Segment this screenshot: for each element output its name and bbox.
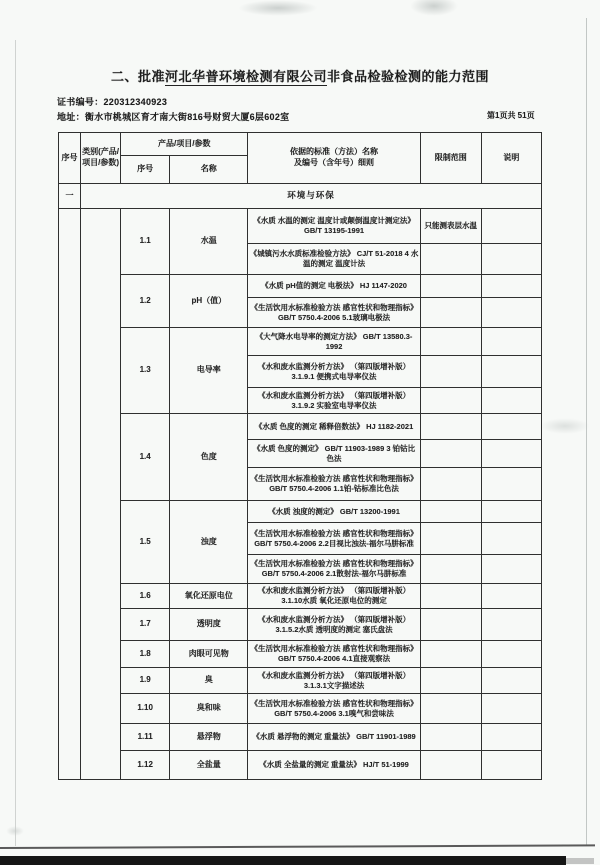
note-cell	[481, 356, 541, 388]
standard-cell: 《水质 pH值的测定 电极法》 HJ 1147-2020	[248, 275, 420, 298]
param-name: 透明度	[170, 609, 248, 641]
capability-table	[58, 132, 542, 780]
table-row	[59, 414, 542, 440]
limit-cell	[420, 694, 481, 724]
limit-cell	[420, 275, 481, 298]
category-label: 环境与环保	[81, 184, 542, 209]
note-cell	[481, 468, 541, 501]
param-number: 1.8	[121, 641, 170, 668]
standard-cell: 《水和废水监测分析方法》 （第四版增补版） 3.1.9.2 实验室电导率仪法	[248, 388, 420, 414]
note-cell	[481, 328, 541, 356]
param-name: 悬浮物	[170, 724, 248, 751]
header-standard-line2: 及编号（含年号）细则	[294, 158, 375, 167]
table-row	[59, 275, 542, 298]
header-standard	[248, 133, 420, 184]
param-name: 氧化还原电位	[170, 584, 248, 609]
standard-cell: 《水质 全盐量的测定 重量法》 HJ/T 51-1999	[248, 751, 420, 780]
limit-cell	[420, 668, 481, 694]
standard-cell: 《水质 悬浮物的测定 重量法》 GB/T 11901-1989	[248, 724, 420, 751]
note-cell	[481, 751, 541, 780]
limit-cell	[420, 555, 481, 584]
limit-cell	[420, 244, 481, 275]
note-cell	[481, 584, 541, 609]
limit-cell	[420, 724, 481, 751]
limit-cell	[420, 641, 481, 668]
param-number: 1.1	[121, 209, 170, 275]
scan-smudge	[540, 418, 590, 434]
standard-cell: 《生活饮用水标准检验方法 感官性状和物理指标》 GB/T 5750.4-2006 2.1散射法-福尔马肼标准	[248, 555, 420, 584]
title-company-name: 河北华普环境检测有限公司	[164, 69, 327, 84]
standard-cell: 《生活饮用水标准检验方法 感官性状和物理指标》 GB/T 5750.4-2006 2.2目视比浊法-福尔马肼标准	[248, 523, 420, 555]
table-row	[59, 668, 542, 694]
header-serial: 序号	[59, 133, 81, 184]
address-line: 地址：衡水市桃城区育才南大街816号财贸大厦6层602室	[57, 112, 290, 122]
standard-cell: 《城镇污水水质标准检验方法》 CJ/T 51-2018 4 水温的测定 温度计法	[248, 244, 420, 275]
param-name: 色度	[170, 414, 248, 501]
scan-smudge	[238, 0, 318, 16]
param-name: 全盐量	[170, 751, 248, 780]
page-left-edge	[15, 40, 16, 846]
header-limit: 限制范围	[420, 133, 481, 184]
note-cell	[481, 609, 541, 641]
table-row	[59, 584, 542, 609]
page-right-edge	[586, 18, 587, 846]
note-cell	[481, 724, 541, 751]
limit-cell	[420, 609, 481, 641]
table-row	[59, 209, 542, 244]
limit-cell	[420, 440, 481, 468]
note-cell	[481, 298, 541, 328]
header-category: 类别(产品/项目/参数)	[81, 133, 121, 184]
limit-cell: 只能测表层水温	[420, 209, 481, 244]
category-index: 一	[59, 184, 81, 209]
col-category-empty	[81, 209, 121, 780]
limit-cell	[420, 468, 481, 501]
param-number: 1.3	[121, 328, 170, 414]
table-row	[59, 694, 542, 724]
standard-cell: 《水质 浊度的测定》 GB/T 13200-1991	[248, 501, 420, 523]
param-number: 1.12	[121, 751, 170, 780]
table-row	[59, 328, 542, 356]
limit-cell	[420, 414, 481, 440]
standard-cell: 《水质 水温的测定 温度计或颠倒温度计测定法》 GB/T 13195-1991	[248, 209, 420, 244]
limit-cell	[420, 388, 481, 414]
standard-cell: 《生活饮用水标准检验方法 感官性状和物理指标》 GB/T 5750.4-2006 5.1玻璃电极法	[248, 298, 420, 328]
standard-cell: 《水和废水监测分析方法》 （第四版增补版） 3.1.10水质 氧化还原电位的测定	[248, 584, 420, 609]
note-cell	[481, 275, 541, 298]
standard-cell: 《水质 色度的测定 稀释倍数法》 HJ 1182-2021	[248, 414, 420, 440]
param-name: pH（值）	[170, 275, 248, 328]
note-cell	[481, 501, 541, 523]
param-name: 浊度	[170, 501, 248, 584]
note-cell	[481, 641, 541, 668]
title-prefix: 二、批准	[110, 69, 165, 84]
limit-cell	[420, 584, 481, 609]
param-number: 1.10	[121, 694, 170, 724]
standard-cell: 《水和废水监测分析方法》 （第四版增补版） 3.1.5.2水质 透明度的测定 塞氏盘法	[248, 609, 420, 641]
header-standard-line1: 依据的标准（方法）名称	[290, 147, 379, 157]
limit-cell	[420, 356, 481, 388]
param-number: 1.9	[121, 668, 170, 694]
limit-cell	[420, 328, 481, 356]
table-row	[59, 609, 542, 641]
note-cell	[481, 440, 541, 468]
param-name: 水温	[170, 209, 248, 275]
standard-cell: 《生活饮用水标准检验方法 感官性状和物理指标》 GB/T 5750.4-2006 1.1铂-钴标准比色法	[248, 468, 420, 501]
note-cell	[481, 209, 541, 244]
note-cell	[481, 555, 541, 584]
scanner-bed-strip	[0, 856, 566, 865]
certificate-number-line: 证书编号：220312340923	[57, 97, 168, 107]
col-serial-empty	[59, 209, 81, 780]
table-row	[59, 751, 542, 780]
limit-cell	[420, 298, 481, 328]
note-cell	[481, 694, 541, 724]
scan-smudge	[410, 0, 458, 16]
table-row	[59, 724, 542, 751]
param-name: 臭和味	[170, 694, 248, 724]
limit-cell	[420, 751, 481, 780]
standard-cell: 《水和废水监测分析方法》 （第四版增补版） 3.1.9.1 便携式电导率仪法	[248, 356, 420, 388]
table-row	[59, 641, 542, 668]
limit-cell	[420, 523, 481, 555]
standard-cell: 《大气降水电导率的测定方法》 GB/T 13580.3-1992	[248, 328, 420, 356]
note-cell	[481, 388, 541, 414]
standard-cell: 《生活饮用水标准检验方法 感官性状和物理指标》 GB/T 5750.4-2006 4.1直接观察法	[248, 641, 420, 668]
page-title	[0, 66, 600, 85]
limit-cell	[420, 501, 481, 523]
param-number: 1.11	[121, 724, 170, 751]
table-row	[59, 501, 542, 523]
param-number: 1.6	[121, 584, 170, 609]
page-bottom-edge	[0, 844, 595, 849]
standard-cell: 《生活饮用水标准检验方法 感官性状和物理指标》 GB/T 5750.4-2006 3.1嗅气和尝味法	[248, 694, 420, 724]
header-note: 说明	[481, 133, 541, 184]
param-number: 1.7	[121, 609, 170, 641]
param-number: 1.4	[121, 414, 170, 501]
note-cell	[481, 668, 541, 694]
page-indicator: 第1页共 51页	[487, 111, 535, 120]
note-cell	[481, 523, 541, 555]
header-sub-name: 名称	[170, 156, 248, 184]
header-sub-serial: 序号	[121, 156, 170, 184]
param-number: 1.5	[121, 501, 170, 584]
note-cell	[481, 244, 541, 275]
param-number: 1.2	[121, 275, 170, 328]
title-suffix: 非食品检验检测的能力范围	[327, 69, 490, 84]
scanner-bed-strip-ext	[566, 858, 594, 864]
note-cell	[481, 414, 541, 440]
param-name: 电导率	[170, 328, 248, 414]
param-name: 臭	[170, 668, 248, 694]
standard-cell: 《水和废水监测分析方法》 （第四版增补版） 3.1.3.1文字描述法	[248, 668, 420, 694]
standard-cell: 《水质 色度的测定》 GB/T 11903-1989 3 铂钴比色法	[248, 440, 420, 468]
header-product-group: 产品/项目/参数	[121, 133, 248, 156]
param-name: 肉眼可见物	[170, 641, 248, 668]
